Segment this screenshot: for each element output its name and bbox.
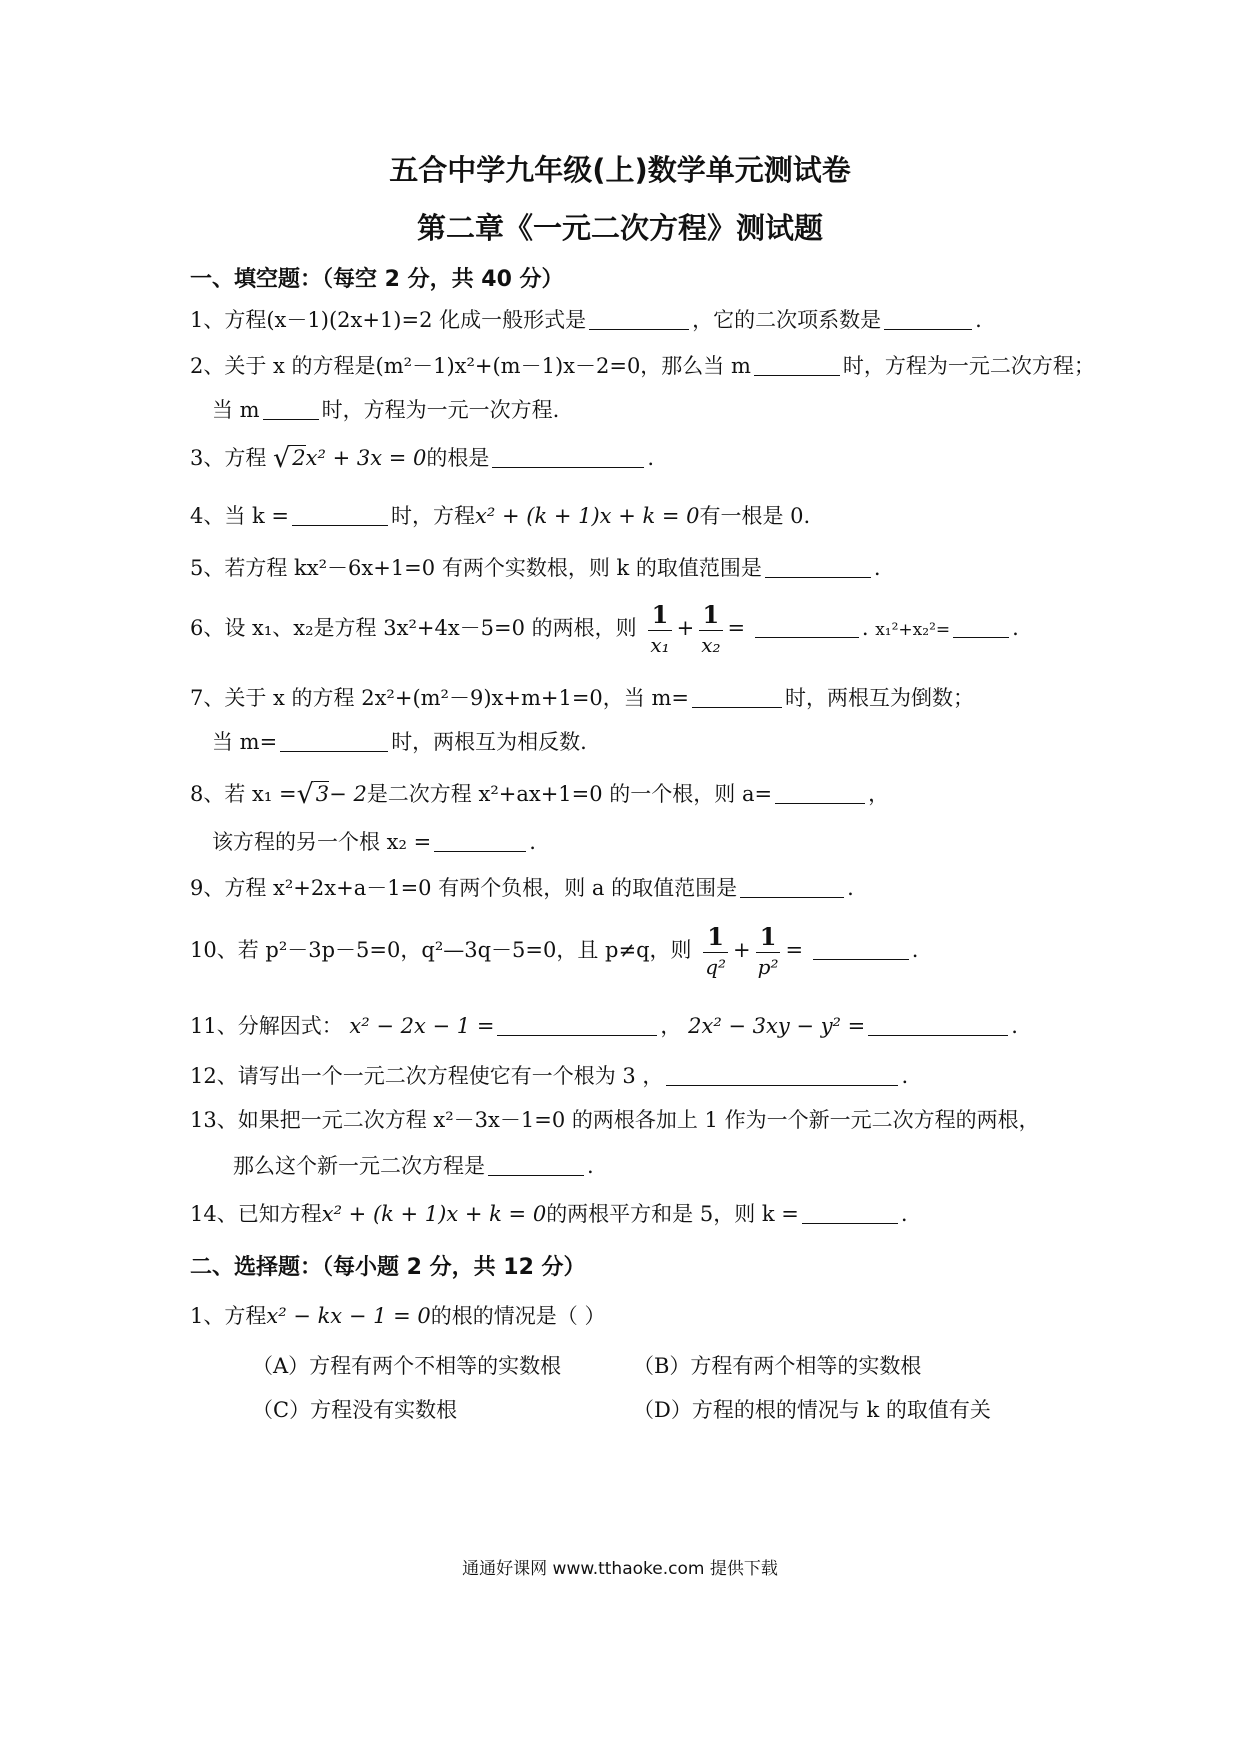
answer-blank[interactable]: [775, 781, 865, 804]
answer-blank[interactable]: [292, 503, 388, 526]
section-fill-blank-heading: 一、填空题：（每空 2 分，共 40 分）: [190, 267, 564, 292]
question-8: 8、若 x₁ =√3− 2是二次方程 x²+ax+1=0 的一个根，则 a= ，: [190, 779, 890, 810]
question-14: 14、已知方程x² + (k + 1)x + k = 0的两根平方和是 5，则 k = .: [190, 1202, 908, 1226]
question-13-cont: 那么这个新一元二次方程是 .: [233, 1154, 594, 1178]
option-c[interactable]: （C）方程没有实数根: [252, 1398, 458, 1422]
fraction: $\frac{1}{\text{p²}}$: [757, 922, 779, 979]
question-7: 7、关于 x 的方程 2x²+(m²－9)x+m+1=0，当 m= 时，两根互为倒数；: [190, 686, 974, 710]
option-a[interactable]: （A）方程有两个不相等的实数根: [252, 1354, 562, 1378]
question-4: 4、当 k = 时，方程x² + (k + 1)x + k = 0有一根是 0.: [190, 504, 811, 528]
question-9: 9、方程 x²+2x+a－1=0 有两个负根，则 a 的取值范围是 .: [190, 876, 854, 900]
answer-blank[interactable]: [868, 1013, 1008, 1036]
question-8-cont: 该方程的另一个根 x₂ = .: [212, 830, 536, 854]
answer-blank[interactable]: [754, 353, 840, 376]
question-3: 3、方程 √2x² + 3x = 0的根是 .: [190, 443, 655, 474]
option-d[interactable]: （D）方程的根的情况与 k 的取值有关: [633, 1398, 991, 1422]
page-footer: 通通好课网 www.tthaoke.com 提供下载: [462, 1559, 778, 1579]
answer-blank[interactable]: [434, 829, 526, 852]
answer-blank[interactable]: [666, 1063, 898, 1086]
answer-blank[interactable]: [755, 615, 859, 638]
sqrt-symbol: √: [273, 443, 291, 474]
option-b[interactable]: （B）方程有两个相等的实数根: [633, 1354, 922, 1378]
page-title: 五合中学九年级(上)数学单元测试卷: [389, 153, 851, 187]
chapter-subtitle: 第二章《一元二次方程》测试题: [416, 211, 823, 245]
section-choice-heading: 二、选择题：（每小题 2 分，共 12 分）: [190, 1255, 586, 1280]
answer-blank[interactable]: [589, 307, 689, 330]
question-12: 12、请写出一个一元二次方程使它有一个根为 3 ， .: [190, 1064, 909, 1088]
question-1: 1、方程(x－1)(2x+1)=2 化成一般形式是 ，它的二次项系数是 .: [190, 308, 982, 332]
answer-blank[interactable]: [488, 1153, 584, 1176]
question-10: 10、若 p²－3p－5=0，q²—3q－5=0，且 p≠q，则 $\frac{1}{\text{q²}}$ + $\frac{1}{\text{p²}}$ = .: [190, 922, 919, 979]
answer-blank[interactable]: [492, 445, 644, 468]
sqrt-symbol: √: [296, 779, 314, 810]
question-2: 2、关于 x 的方程是(m²－1)x²+(m－1)x－2=0，那么当 m 时，方程为一元二次方程；: [190, 354, 1095, 378]
question-7-cont: 当 m= 时，两根互为相反数.: [212, 730, 587, 754]
question-2-cont: 当 m 时，方程为一元一次方程.: [212, 398, 560, 422]
question-11: 11、分解因式： x² − 2x − 1 = ， 2x² − 3xy − y² = .: [190, 1014, 1018, 1038]
question-5: 5、若方程 kx²－6x+1=0 有两个实数根，则 k 的取值范围是 .: [190, 556, 881, 580]
question-6: 6、设 x₁、x₂是方程 3x²+4x－5=0 的两根，则 $\frac{1}{\text{x₁}}$ + $\frac{1}{\text{x₂}}$ = . x₁²+x₂²= .: [190, 600, 1019, 657]
answer-blank[interactable]: [263, 397, 319, 420]
answer-blank[interactable]: [692, 685, 782, 708]
fraction: $\frac{1}{\text{q²}}$: [705, 922, 727, 979]
fraction: $\frac{1}{\text{x₁}}$: [646, 600, 673, 659]
answer-blank[interactable]: [802, 1201, 898, 1224]
answer-blank[interactable]: [765, 555, 871, 578]
answer-blank[interactable]: [497, 1013, 657, 1036]
choice-question-1: 1、方程x² − kx − 1 = 0的根的情况是（ ）: [190, 1304, 606, 1328]
fraction: $\frac{1}{\text{x₂}}$: [697, 600, 724, 659]
answer-blank[interactable]: [280, 729, 388, 752]
answer-blank[interactable]: [813, 937, 909, 960]
answer-blank[interactable]: [884, 307, 972, 330]
answer-blank[interactable]: [953, 615, 1009, 638]
question-13: 13、如果把一元二次方程 x²－3x－1=0 的两根各加上 1 作为一个新一元二次方程的两根，: [190, 1108, 1040, 1132]
answer-blank[interactable]: [740, 875, 844, 898]
